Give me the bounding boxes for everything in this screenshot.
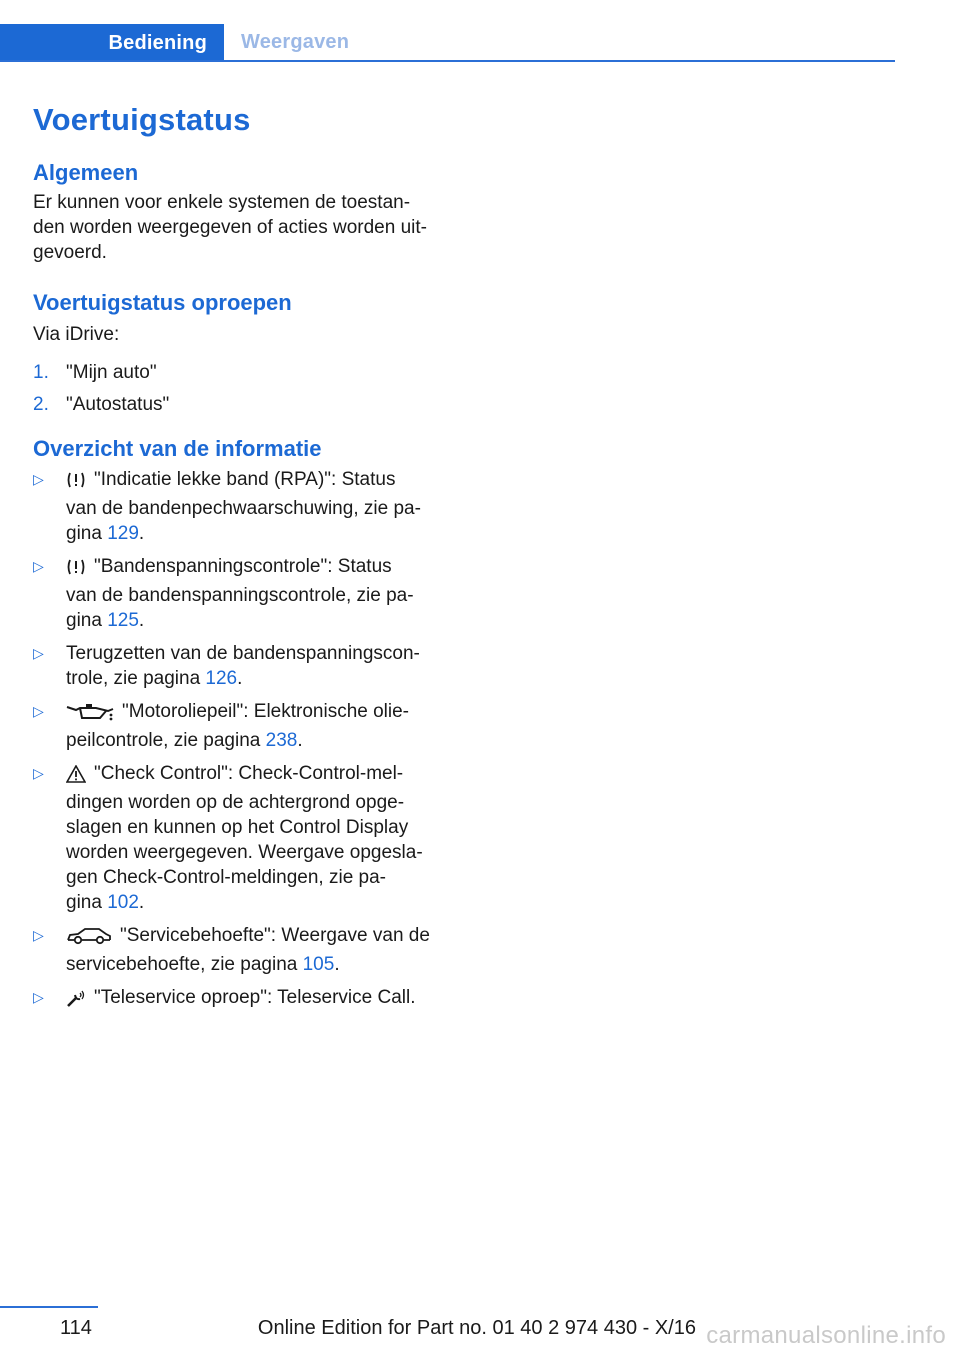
car-service-icon [66, 927, 112, 952]
footer-rule [0, 1306, 98, 1308]
text-period: . [297, 730, 303, 751]
text-line: dingen worden op de achtergrond opge- [66, 792, 405, 813]
list-item [33, 761, 453, 915]
text-period: . [138, 610, 145, 631]
list-item [33, 923, 453, 977]
bullet-triangle-icon: ▷ [33, 558, 44, 574]
bullet-triangle-icon: ▷ [33, 989, 44, 1005]
edition-text: Online Edition for Part no. 01 40 2 974 430 - X/16 [257, 1317, 696, 1339]
text-line: "Servicebehoefte": Weergave van de [120, 925, 430, 946]
text-line: gina [66, 892, 108, 913]
text-line: peilcontrole, zie pagina [66, 730, 266, 751]
page-link[interactable]: 129 [107, 523, 139, 544]
bullet-triangle-icon: ▷ [33, 645, 44, 661]
text-line: Er kunnen voor enkele systemen de toestan- [33, 192, 411, 213]
list-item [33, 554, 453, 633]
heading-algemeen: Algemeen [33, 160, 139, 185]
list-item [33, 699, 453, 753]
tire-warning-icon [66, 471, 86, 496]
text-line: servicebehoefte, zie pagina [66, 954, 303, 975]
text-line: "Motoroliepeil": Elektronische olie- [122, 701, 410, 722]
page-content [33, 100, 453, 1022]
page-link[interactable]: 102 [107, 892, 139, 913]
text-period: . [138, 523, 145, 544]
watermark: carmanualsonline.info [706, 1322, 946, 1349]
heading-overzicht: Overzicht van de informatie [33, 436, 322, 461]
oil-can-icon [66, 703, 114, 728]
text-line: gina [66, 523, 108, 544]
page-title: Voertuigstatus [33, 102, 251, 137]
text-period: . [138, 892, 145, 913]
page-link[interactable]: 105 [302, 954, 335, 975]
text-line: gina [66, 610, 108, 631]
text-line: slagen en kunnen op het Control Display [66, 817, 409, 838]
text-line: den worden weergegeven of acties worden uit- [33, 217, 427, 238]
paragraph-via: Via iDrive: [33, 324, 120, 345]
info-list [33, 467, 453, 1014]
tire-pressure-icon [66, 558, 86, 583]
step-number: 2. [33, 394, 49, 415]
page-link[interactable]: 126 [205, 668, 238, 689]
step-number: 1. [33, 362, 49, 383]
text-line: worden weergegeven. Weergave opgesla- [66, 842, 423, 863]
tab-weergaven[interactable]: Weergaven [241, 30, 350, 53]
heading-oproepen: Voertuigstatus oproepen [33, 290, 292, 315]
list-item [33, 467, 453, 546]
text-line: trole, zie pagina [66, 668, 206, 689]
list-item [33, 360, 453, 385]
page-link[interactable]: 238 [265, 730, 298, 751]
bullet-triangle-icon: ▷ [33, 703, 44, 719]
page-number: 114 [60, 1317, 92, 1339]
text-line: van de bandenpechwaarschuwing, zie pa- [66, 498, 421, 519]
list-item [33, 641, 453, 691]
wrench-signal-icon [66, 989, 86, 1014]
steps-list [33, 360, 453, 417]
page-link[interactable]: 125 [107, 610, 139, 631]
text-line: van de bandenspanningscontrole, zie pa- [66, 585, 414, 606]
text-period: . [334, 954, 340, 975]
text-line: Terugzetten van de bandenspanningscon- [66, 643, 420, 664]
list-item [33, 392, 453, 417]
step-text: "Mijn auto" [66, 362, 157, 383]
list-item [33, 985, 453, 1014]
text-period: . [237, 668, 243, 689]
header-tabbar [0, 24, 895, 62]
bullet-triangle-icon: ▷ [33, 927, 44, 943]
bullet-triangle-icon: ▷ [33, 471, 44, 487]
tab-bediening[interactable]: Bediening [0, 24, 224, 62]
step-text: "Autostatus" [66, 394, 170, 415]
paragraph-algemeen [33, 190, 453, 265]
text-line: "Teleservice oproep": Teleservice Call. [94, 987, 416, 1008]
text-line: "Indicatie lekke band (RPA)": Status [94, 469, 396, 490]
warning-triangle-icon [66, 765, 86, 790]
text-line: gevoerd. [33, 242, 107, 263]
header-rule [0, 60, 895, 62]
text-line: "Bandenspanningscontrole": Status [94, 556, 392, 577]
text-line: "Check Control": Check-Control-mel- [94, 763, 404, 784]
bullet-triangle-icon: ▷ [33, 765, 44, 781]
text-line: gen Check-Control-meldingen, zie pa- [66, 867, 386, 888]
